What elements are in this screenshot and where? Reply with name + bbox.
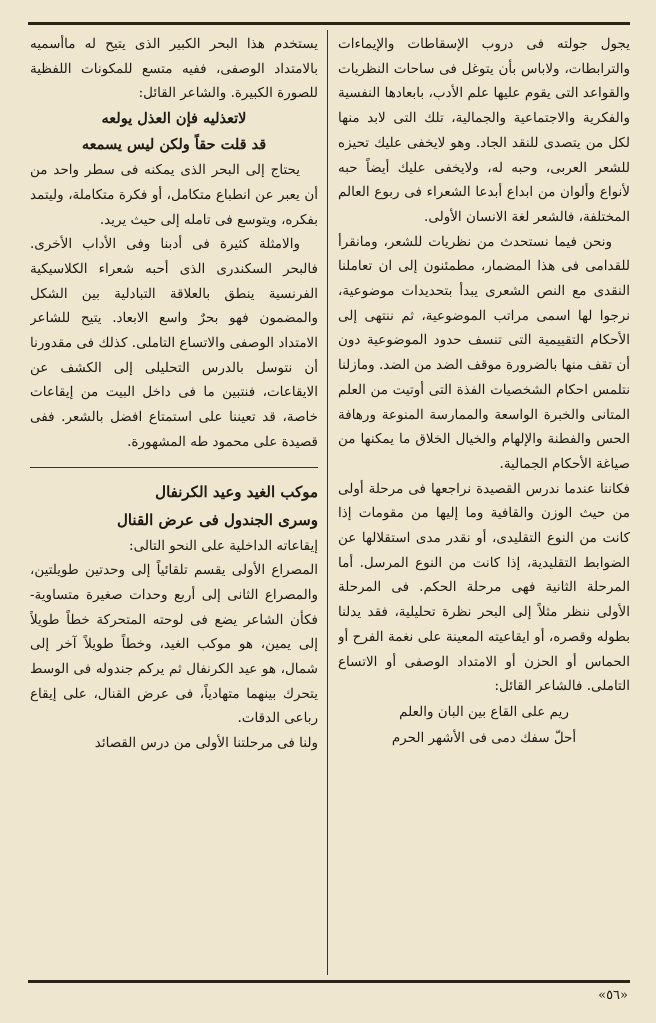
left-verse2-line-1: موكب الغيد وعيد الكرنفال [155, 482, 318, 501]
left-intro: يستخدم هذا البحر الكبير الذى يتيح له ماأسميه بالامتداد الوصفى، ففيه متسع للمكونات اللفظية للصورة الكبيرة. والشاعر القائل: [30, 36, 318, 102]
right-paragraph-3: فكاننا عندما ندرس القصيدة نراجعها فى مرحلة أولى من حيث الوزن والقافية وما إليها من مقومات إذا كانت من النوع التقليدى، أو نقدر مدى استقلالها عن الضوابط التقليدية، إذا كانت من النوع المرسل. أما المرحلة الثانية فهى مرحلة الحكم. فى المرحلة الأولى ننظر مثلاً إلى البحر نظرة تحليلية، فقد يدلنا بطوله وقصره، أو ايقاعيته المعينة على نغمة الفرح أو الحماس أو الحزن أو الامتداد الوصفى أو الاتساع التاملى. فالشاعر القائل: [338, 480, 630, 695]
left-analysis-2: المصراع الأولى يقسم تلقائياً إلى وحدتين طويلتين، والمصراع الثانى إلى أربع وحدات صغيرة متساوية- فكأن الشاعر يضع فى لوحته المتحركة خطاً طويلاً إلى يمين، هو موكب الغيد، وخطاً طويلاً آخر إلى شمال، هو عيد الكرنفال ثم يركم جندوله فى الوسط يتحرك بينهما متهادياً، فى عرض القنال، على إيقاع رباعى الدقات. [30, 562, 318, 727]
left-analysis-3: ولنا فى مرحلتنا الأولى من درس القصائد [94, 735, 318, 752]
right-paragraph-2: ونحن فيما نستحدث من نظريات للشعر، ومانقرأ للقدامى فى هذا المضمار، مطمئنون إلى ان تعاملنا النقدى مع النص الشعرى يبدأ بتحديدات موضوعية، نرجوا لها اسمى مراتب الموضوعية، ثم ننتهى إلى الأحكام التقييمية التى تنسف حدود الموضوعية دون أن تقف منها بالضرورة موقف الضد من الضد. ومازلنا نتلمس احكام الشخصيات الفذة التى أوتيت من العلم المتانى والخبرة الواسعة والممارسة المنوعة ورهافة الحس والفطنة والإلهام والخيال الخلاق ما يمكنها من صياغة الأحكام الجمالية. [338, 233, 630, 472]
section-divider [30, 467, 318, 468]
left-paragraph-1: يحتاج إلى البحر الذى يمكنه فى سطر واحد من أن يعبر عن انطباع متكامل، أو فكرة متكاملة، وليتمد بفكره، ويتوسع فى تامله إلى حيث يريد. [30, 162, 318, 228]
bottom-rule [28, 980, 630, 983]
left-analysis-1: إيقاعاته الداخلية على النحو التالى: [129, 537, 318, 554]
left-paragraph-2: والامثلة كثيرة فى أدبنا وفى الأداب الأخرى. فالبحر السكندرى الذى أحبه شعراء الكلاسيكية الفرنسية ينطق بالعلاقة التبادلية بين الشكل والمضمون فهو بحرٌ واسع الابعاد. يتيح للشاعر الامتداد الوصفى والاتساع التاملى. كذلك فى مقدورنا أن نتوسل بالدرس التحليلى إلى الكشف عن الايقاعات، فنتبين ما فى داخل البيت من إيقاعات خاصة، قد تعيننا على استمتاع افضل بالشعر. ففى قصيدة على محمود طه المشهورة. [30, 236, 318, 450]
left-column [30, 32, 318, 974]
right-verse-line-2: أحلّ سفك دمى فى الأشهر الحرم [391, 729, 577, 746]
top-rule [28, 22, 630, 25]
right-column [338, 32, 630, 974]
left-verse2-line-2: وسرى الجندول فى عرض القنال [116, 510, 318, 529]
left-verse1-line-2: قد قلت حقاً ولكن ليس يسمعه [81, 136, 267, 154]
right-verse-line-1: ريم على القاع بين البان والعلم [399, 703, 569, 720]
column-divider [327, 30, 328, 975]
left-verse1-line-1: لاتعذليه فإن العذل يولعه [101, 110, 247, 128]
right-paragraph-1: يجول جولته فى دروب الإسقاطات والإيماءات والترابطات، ولاباس بأن يتوغل فى ساحات النظريات والقواعد التى يقوم عليها علم الأدب، بابعادها النفسية والفكرية والاجتماعية والجمالية، تلك التى لابد منها لكل من يتصدى للنقد الجاد. وهو لايخفى عليك تحيزه للشعر العربى، وحبه له، ولايخفى عليك أيضاً حبه لأنواع وألوان من ابداع أبدعا الشعراء فى ربوع العالم المختلفة، فالشعر لغة الانسان الأولى. [338, 36, 630, 225]
page-number: «٥٦» [598, 988, 628, 1003]
